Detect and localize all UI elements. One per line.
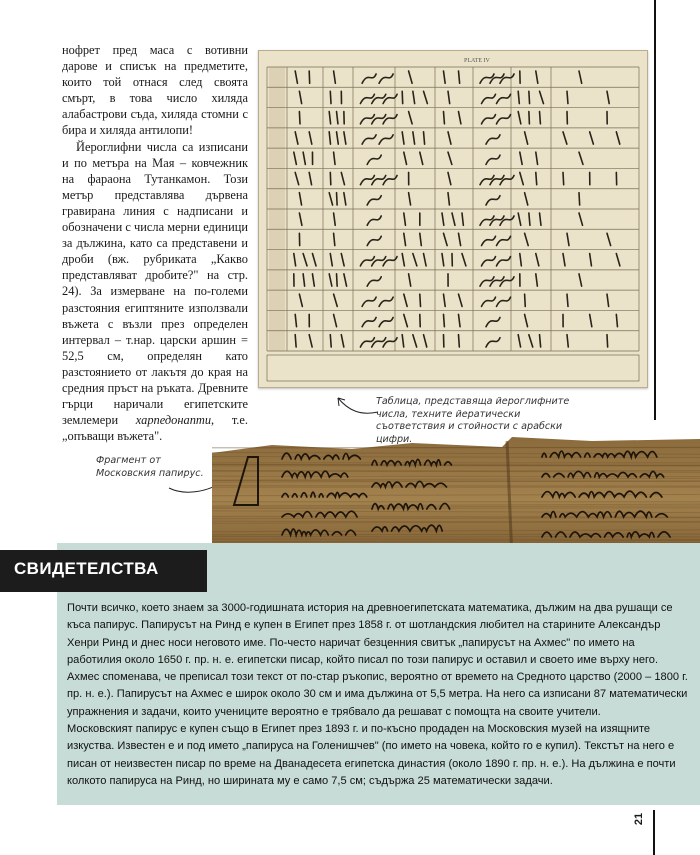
paragraph-rhind-papyrus: Почти всичко, което знаем за 3000-годишната история на древноегипетската математика, дължим на два рушащи се къса папирус. Папирусът на Ринд е купен в Египет през 1858 г. от шотландския любител на старините Александър Хенри Ринд и днес носи неговото име. По-често наричат безценния свитък „папирусът на Ахмес" по името на работилия около 1650 г. пр. н. е. египетски писар, който писал по този папирус и оставил и своето име върху него. Ахмес споменава, че преписал този текст от по-стар ръкопис, вероятно от времето на Средното царство (2000 – 1800 г. пр. н. е.). Папирусът на Ахмес е широк около 30 см и има дължина от 5,5 метра. На него са изписани 87 математически упражнения и задачи, които учениците вероятно е трябвало да решават с помощта на своите учители.	[67, 602, 688, 718]
hieroglyph-table-illustration	[259, 51, 647, 387]
term-harpedonaptai: харпедонапти	[135, 413, 212, 428]
left-text-column	[62, 42, 248, 444]
page-number: 21	[633, 812, 646, 826]
papyrus-caption: Фрагмент от Московския папирус.	[96, 455, 204, 479]
testimonies-text	[67, 600, 692, 790]
page-vertical-rule	[654, 0, 656, 420]
section-title-tab	[0, 550, 207, 592]
table-caption: Таблица, представяща йероглифните числа, техните йератически съответствия и стойности с арабски цифри.	[376, 396, 570, 445]
table-header-text: PLATE IV	[464, 58, 490, 64]
page-number-rule	[653, 810, 655, 855]
paragraph-offerings: нофрет пред маса с вотивни дарове и списък на предметите, които той отнася след своята смърт, в това число хиляда алабастрови съда, хиляда стомни с бира и хиляда антилопи!	[62, 43, 248, 138]
paragraph-moscow-papyrus: Московският папирус е купен също в Египет през 1893 г. и по-късно продаден на Московския музей на изящните изкуства. Известен е и под името „папируса на Голенишчев" (по името на човека, който го е купил). Текстът на него е писан от неизвестен писар по време на Дванадесета египетска династия (около 1890 г. пр. н. е.). На дължина е почти колкото папируса на Ринд, но ширината му е само 7,5 см; съдържа 25 математически задачи.	[67, 723, 676, 787]
table-caption-arrow	[330, 390, 382, 424]
hieroglyph-table-photo	[258, 50, 648, 388]
paragraph-measuring: Йероглифни числа са изписани и по метъра на Мая – ковчежник на фараона Тутанкамон. Този метър представлява дървена гравирана линия с надписани и обозначени с числа мерни единици за дължина, като са представени и дроби (вж. рубриката „Какво представляват дробите?" на стр. 24). За измерване на по-големи разстояния египтяните използвали въжета с възли през определен интервал – т.нар. царски аршин = 52,5 см, определян като разстоянието от лакътя до края на средния пръст на ръката. Древните гърци наричали египетските землемери харпедонапти, т.е. „опъващи въжета".	[62, 139, 249, 444]
section-title: СВИДЕТЕЛСТВА	[14, 559, 159, 578]
